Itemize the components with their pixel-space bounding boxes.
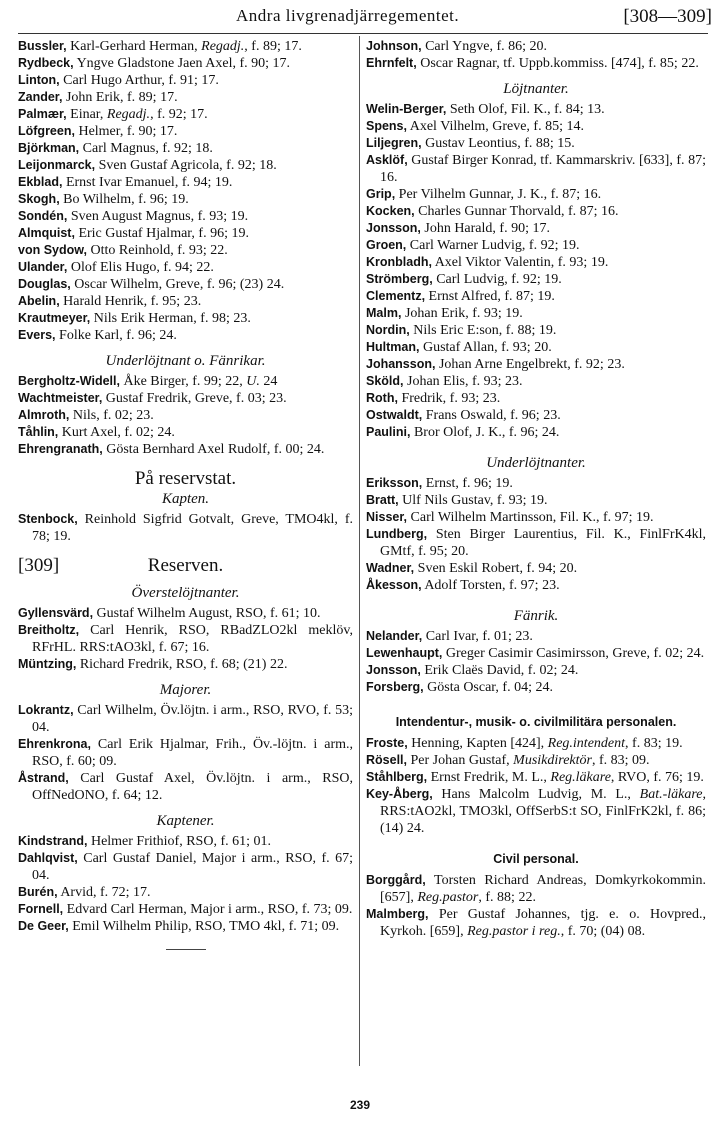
section-heading-civil: Civil personal. [493, 852, 579, 866]
entry-details: Carl Magnus, f. 92; 18. [79, 141, 213, 156]
list-item [366, 220, 706, 237]
entry-surname: Jonsson, [366, 221, 421, 235]
entry-details: Gustav Leontius, f. 88; 15. [421, 136, 575, 151]
entry-details: Seth Olof, Fil. K., f. 84; 13. [446, 102, 605, 117]
entry-surname: Kronbladh, [366, 255, 432, 269]
entry-details: Axel Vilhelm, Greve, f. 85; 14. [407, 119, 584, 134]
list-item [18, 901, 353, 918]
section-heading-underlojtnant: Underlöjtnant o. Fänrikar. [105, 353, 266, 369]
list-item [18, 850, 353, 884]
header-page-range: [308—309] [623, 6, 712, 27]
entry-surname: Ståhlberg, [366, 770, 428, 784]
list-item [18, 407, 353, 424]
list-item [366, 735, 706, 752]
entry-surname: Skogh, [18, 192, 60, 206]
list-item [366, 424, 706, 441]
entry-details: Greger Casimir Casimirsson, Greve, f. 02; 24. [442, 646, 705, 661]
entry-surname: Rösell, [366, 753, 407, 767]
header-rule [18, 33, 708, 34]
entry-surname: Evers, [18, 328, 56, 342]
list-item [366, 55, 706, 72]
entry-details: Gustaf Fredrik, Greve, f. 03; 23. [102, 391, 287, 406]
end-rule [166, 949, 206, 950]
reserven-heading-row [18, 555, 353, 583]
entry-details: Edvard Carl Herman, Major i arm., RSO, f. 73; 09. [63, 902, 353, 917]
list-item [366, 271, 706, 288]
entry-surname: Bussler, [18, 39, 67, 53]
list-item [366, 390, 706, 407]
entry-details: Gustaf Allan, f. 93; 20. [419, 340, 552, 355]
list-item [18, 208, 353, 225]
entry-surname: Froste, [366, 736, 408, 750]
entry-surname: Kocken, [366, 204, 415, 218]
list-item [18, 123, 353, 140]
entry-details: Axel Viktor Valentin, f. 93; 19. [431, 255, 609, 270]
entry-surname: Palmær, [18, 107, 67, 121]
entry-details: Carl Wilhelm Martinsson, Fil. K., f. 97; 19. [407, 510, 654, 525]
entry-surname: Johnson, [366, 39, 422, 53]
entry-surname: Almroth, [18, 408, 70, 422]
entry-list [18, 38, 353, 344]
entry-list [18, 702, 353, 804]
entry-surname: Nisser, [366, 510, 408, 524]
list-item [18, 106, 353, 123]
list-item [366, 526, 706, 560]
list-item [18, 441, 353, 458]
entry-details: Carl Gustaf Axel, Öv.löjtn. i arm., RSO, OffNedONO, f. 64; 12. [32, 771, 353, 803]
entry-surname: Douglas, [18, 277, 71, 291]
entry-details: Richard Fredrik, RSO, f. 68; (21) 22. [76, 657, 288, 672]
entry-details: Harald Henrik, f. 95; 23. [59, 294, 202, 309]
entry-surname: Eriksson, [366, 476, 423, 490]
header-title: Andra livgrenadjärregementet. [236, 6, 460, 25]
list-item [366, 339, 706, 356]
list-item [18, 276, 353, 293]
entry-details: Torsten Richard Andreas, Domkyrkokommin. [657], Reg.pastor, f. 88; 22. [380, 873, 706, 905]
entry-details: Kurt Axel, f. 02; 24. [58, 425, 175, 440]
entry-surname: Lokrantz, [18, 703, 74, 717]
entry-surname: Linton, [18, 73, 60, 87]
entry-details: Yngve Gladstone Jaen Axel, f. 90; 17. [73, 56, 291, 71]
entry-details: Karl-Gerhard Herman, Regadj., f. 89; 17. [66, 39, 302, 54]
entry-surname: Paulini, [366, 425, 411, 439]
entry-details: John Harald, f. 90; 17. [420, 221, 550, 236]
list-item [366, 492, 706, 509]
list-item [18, 293, 353, 310]
list-item [18, 327, 353, 344]
entry-details: Ernst Ivar Emanuel, f. 94; 19. [62, 175, 233, 190]
entry-surname: Bergholtz-Widell, [18, 374, 120, 388]
list-item [366, 373, 706, 390]
list-item [18, 89, 353, 106]
entry-details: Henning, Kapten [424], Reg.intendent, f. 83; 19. [407, 736, 683, 751]
entry-details: Oscar Wilhelm, Greve, f. 96; (23) 24. [70, 277, 285, 292]
entry-details: Per Gustaf Johannes, tjg. e. o. Hovpred., Kyrkoh. [659], Reg.pastor i reg., f. 70; (04) 08. [380, 907, 706, 939]
list-item [18, 191, 353, 208]
entry-surname: Müntzing, [18, 657, 77, 671]
entry-details: Otto Reinhold, f. 93; 22. [87, 243, 228, 258]
running-header [0, 4, 720, 30]
entry-details: Ernst Fredrik, M. L., Reg.läkare, RVO, f. 76; 19. [427, 770, 704, 785]
footer-page-number: 239 [349, 1098, 371, 1112]
entry-details: Carl Erik Hjalmar, Frih., Öv.-löjtn. i arm., RSO, f. 60; 09. [32, 737, 353, 769]
entry-surname: Kindstrand, [18, 834, 88, 848]
list-item [18, 373, 353, 390]
list-item [366, 322, 706, 339]
entry-surname: Ehrnfelt, [366, 56, 417, 70]
entry-surname: Gyllensvärd, [18, 606, 94, 620]
entry-details: Frans Oswald, f. 96; 23. [422, 408, 561, 423]
list-item [366, 509, 706, 526]
entry-surname: Stenbock, [18, 512, 78, 526]
list-item [366, 38, 706, 55]
list-item [18, 622, 353, 656]
entry-details: Sten Birger Laurentius, Fil. K., FinlFrK4kl, GMtf, f. 95; 20. [380, 527, 706, 559]
entry-details: Sven August Magnus, f. 93; 19. [67, 209, 249, 224]
list-item [366, 101, 706, 118]
entry-surname: Lundberg, [366, 527, 428, 541]
entry-details: Gustaf Birger Konrad, tf. Kammarskriv. [633], f. 87; 16. [380, 153, 706, 185]
list-item [18, 833, 353, 850]
entry-surname: Malmberg, [366, 907, 429, 921]
entry-details: Arvid, f. 72; 17. [57, 885, 151, 900]
entry-details: Gösta Bernhard Axel Rudolf, f. 00; 24. [102, 442, 325, 457]
list-item [18, 390, 353, 407]
entry-surname: von Sydow, [18, 243, 87, 257]
entry-details: Helmer Frithiof, RSO, f. 61; 01. [87, 834, 271, 849]
entry-details: Olof Elis Hugo, f. 94; 22. [67, 260, 214, 275]
list-item [18, 174, 353, 191]
entry-surname: Forsberg, [366, 680, 424, 694]
entry-surname: Dahlqvist, [18, 851, 78, 865]
entry-surname: Grip, [366, 187, 396, 201]
list-item [366, 152, 706, 186]
entry-surname: Leijonmarck, [18, 158, 96, 172]
entry-surname: Breitholtz, [18, 623, 80, 637]
list-item [366, 786, 706, 837]
section-heading-intendentur: Intendentur-, musik- o. civilmilitära personalen. [395, 715, 677, 729]
entry-list [18, 511, 353, 545]
list-item [366, 679, 706, 696]
entry-surname: Björkman, [18, 141, 80, 155]
entry-surname: Abelin, [18, 294, 60, 308]
entry-surname: Wadner, [366, 561, 415, 575]
list-item [366, 872, 706, 906]
entry-details: Einar, Regadj., f. 92; 17. [66, 107, 208, 122]
entry-surname: Roth, [366, 391, 398, 405]
list-item [18, 424, 353, 441]
entry-surname: Key-Åberg, [366, 787, 433, 801]
list-item [366, 186, 706, 203]
list-item [18, 242, 353, 259]
entry-list [366, 475, 706, 594]
entry-surname: Jonsson, [366, 663, 421, 677]
entry-surname: Nordin, [366, 323, 410, 337]
list-item [366, 628, 706, 645]
entry-details: Ernst, f. 96; 19. [422, 476, 513, 491]
list-item [18, 511, 353, 545]
entry-list [366, 38, 706, 72]
column-divider [359, 36, 360, 1066]
entry-details: Johan Arne Engelbrekt, f. 92; 23. [435, 357, 625, 372]
list-item [18, 884, 353, 901]
section-heading-fanrik: Fänrik. [513, 608, 559, 624]
entry-details: Erik Claës David, f. 02; 24. [420, 663, 579, 678]
entry-details: Hans Malcolm Ludvig, M. L., Bat.-läkare, RRS:tAO2kl, TMO3kl, OffSerbS:t SO, FinlFrK2kl, f. 86; (14) 24. [380, 787, 706, 836]
entry-details: Per Vilhelm Gunnar, J. K., f. 87; 16. [395, 187, 602, 202]
list-item [366, 237, 706, 254]
entry-details: Carl Ivar, f. 01; 23. [422, 629, 533, 644]
list-item [18, 736, 353, 770]
list-item [18, 55, 353, 72]
entry-details: Nils Erik Herman, f. 98; 23. [90, 311, 251, 326]
right-column [366, 38, 706, 940]
entry-list [366, 872, 706, 940]
section-heading-majorer: Majorer. [159, 682, 212, 698]
entry-details: Oscar Ragnar, tf. Uppb.kommiss. [474], f. 85; 22. [416, 56, 699, 71]
entry-list [366, 101, 706, 441]
entry-details: Carl Gustaf Daniel, Major i arm., RSO, f. 67; 04. [32, 851, 353, 883]
entry-details: Ulf Nils Gustav, f. 93; 19. [398, 493, 548, 508]
entry-list [18, 833, 353, 935]
entry-surname: Zander, [18, 90, 63, 104]
entry-surname: Sondén, [18, 209, 68, 223]
list-item [18, 38, 353, 55]
entry-surname: Groen, [366, 238, 407, 252]
list-item [18, 72, 353, 89]
list-item [366, 560, 706, 577]
list-item [366, 645, 706, 662]
entry-surname: Asklöf, [366, 153, 408, 167]
list-item [366, 254, 706, 271]
entry-details: Fredrik, f. 93; 23. [397, 391, 501, 406]
list-item [18, 259, 353, 276]
entry-details: Reinhold Sigfrid Gotvalt, Greve, TMO4kl, f. 78; 19. [32, 512, 353, 544]
entry-surname: Malm, [366, 306, 402, 320]
list-item [366, 356, 706, 373]
entry-details: Folke Karl, f. 96; 24. [55, 328, 177, 343]
entry-details: Bo Wilhelm, f. 96; 19. [59, 192, 189, 207]
section-heading-kaptener: Kaptener. [156, 813, 215, 829]
entry-details: Nils Eric E:son, f. 88; 19. [409, 323, 557, 338]
entry-surname: Johansson, [366, 357, 436, 371]
entry-details: Adolf Torsten, f. 97; 23. [421, 578, 560, 593]
entry-surname: Almquist, [18, 226, 75, 240]
list-item [18, 605, 353, 622]
entry-surname: Strömberg, [366, 272, 433, 286]
entry-surname: Ostwaldt, [366, 408, 423, 422]
entry-surname: Lewenhaupt, [366, 646, 443, 660]
entry-surname: Borggård, [366, 873, 426, 887]
entry-details: Carl Wilhelm, Öv.löjtn. i arm., RSO, RVO, f. 53; 04. [32, 703, 353, 735]
list-item [18, 918, 353, 935]
list-item [366, 288, 706, 305]
entry-details: Nils, f. 02; 23. [69, 408, 154, 423]
entry-details: Sven Gustaf Agricola, f. 92; 18. [95, 158, 277, 173]
list-item [366, 906, 706, 940]
section-heading-reservstat: På reservstat. [134, 468, 237, 489]
page-marker: [309] [18, 555, 60, 576]
left-column [18, 38, 353, 950]
entry-list [366, 628, 706, 696]
entry-surname: Löfgreen, [18, 124, 75, 138]
entry-details: Bror Olof, J. K., f. 96; 24. [410, 425, 560, 440]
list-item [18, 225, 353, 242]
entry-surname: Bratt, [366, 493, 399, 507]
entry-details: John Erik, f. 89; 17. [62, 90, 178, 105]
entry-surname: Krautmeyer, [18, 311, 91, 325]
entry-details: Emil Wilhelm Philip, RSO, TMO 4kl, f. 71; 09. [68, 919, 340, 934]
entry-surname: De Geer, [18, 919, 69, 933]
section-heading-underlojtnanter: Underlöjtnanter. [486, 455, 586, 471]
list-item [18, 770, 353, 804]
entry-details: Johan Erik, f. 93; 19. [401, 306, 523, 321]
list-item [18, 656, 353, 673]
section-heading-lojtnanter: Löjtnanter. [503, 81, 569, 97]
entry-surname: Burén, [18, 885, 58, 899]
section-heading-reserven: Reserven. [147, 555, 224, 576]
entry-details: Gustaf Wilhelm August, RSO, f. 61; 10. [93, 606, 321, 621]
list-item [366, 407, 706, 424]
list-item [366, 203, 706, 220]
entry-surname: Sköld, [366, 374, 404, 388]
list-item [366, 475, 706, 492]
entry-surname: Ehrengranath, [18, 442, 103, 456]
entry-surname: Wachtmeister, [18, 391, 103, 405]
entry-details: Carl Ludvig, f. 92; 19. [432, 272, 562, 287]
entry-details: Carl Henrik, RSO, RBadZLO2kl meklöv, RFrHL. RRS:tAO3kl, f. 67; 16. [32, 623, 353, 655]
entry-surname: Nelander, [366, 629, 423, 643]
entry-surname: Spens, [366, 119, 407, 133]
list-item [366, 135, 706, 152]
entry-surname: Liljegren, [366, 136, 422, 150]
entry-details: Carl Yngve, f. 86; 20. [421, 39, 548, 54]
entry-details: Helmer, f. 90; 17. [74, 124, 178, 139]
list-item [366, 118, 706, 135]
entry-details: Åke Birger, f. 99; 22, U. 24 [119, 374, 278, 389]
entry-details: Carl Warner Ludvig, f. 92; 19. [406, 238, 580, 253]
entry-details: Per Johan Gustaf, Musikdirektör, f. 83; 09. [407, 753, 650, 768]
entry-details: Gösta Oscar, f. 04; 24. [423, 680, 553, 695]
entry-details: Eric Gustaf Hjalmar, f. 96; 19. [74, 226, 249, 241]
list-item [18, 157, 353, 174]
entry-surname: Ulander, [18, 260, 68, 274]
list-item [18, 140, 353, 157]
entry-details: Johan Elis, f. 93; 23. [403, 374, 523, 389]
entry-list [366, 735, 706, 837]
entry-surname: Åkesson, [366, 578, 422, 592]
entry-list [18, 373, 353, 458]
section-heading-kapten: Kapten. [161, 491, 210, 507]
entry-surname: Åstrand, [18, 771, 69, 785]
entry-surname: Hultman, [366, 340, 420, 354]
list-item [366, 769, 706, 786]
entry-surname: Ehrenkrona, [18, 737, 91, 751]
entry-list [18, 605, 353, 673]
entry-details: Sven Eskil Robert, f. 94; 20. [414, 561, 578, 576]
list-item [366, 577, 706, 594]
entry-surname: Fornell, [18, 902, 64, 916]
entry-details: Charles Gunnar Thorvald, f. 87; 16. [414, 204, 619, 219]
list-item [18, 310, 353, 327]
entry-details: Ernst Alfred, f. 87; 19. [425, 289, 555, 304]
entry-surname: Welin-Berger, [366, 102, 447, 116]
entry-surname: Ekblad, [18, 175, 63, 189]
list-item [366, 305, 706, 322]
section-heading-overstelojtnanter: Överstelöjtnanter. [131, 585, 240, 601]
entry-surname: Tåhlin, [18, 425, 59, 439]
entry-surname: Rydbeck, [18, 56, 74, 70]
entry-surname: Clementz, [366, 289, 426, 303]
entry-details: Carl Hugo Arthur, f. 91; 17. [59, 73, 219, 88]
list-item [366, 752, 706, 769]
list-item [18, 702, 353, 736]
list-item [366, 662, 706, 679]
